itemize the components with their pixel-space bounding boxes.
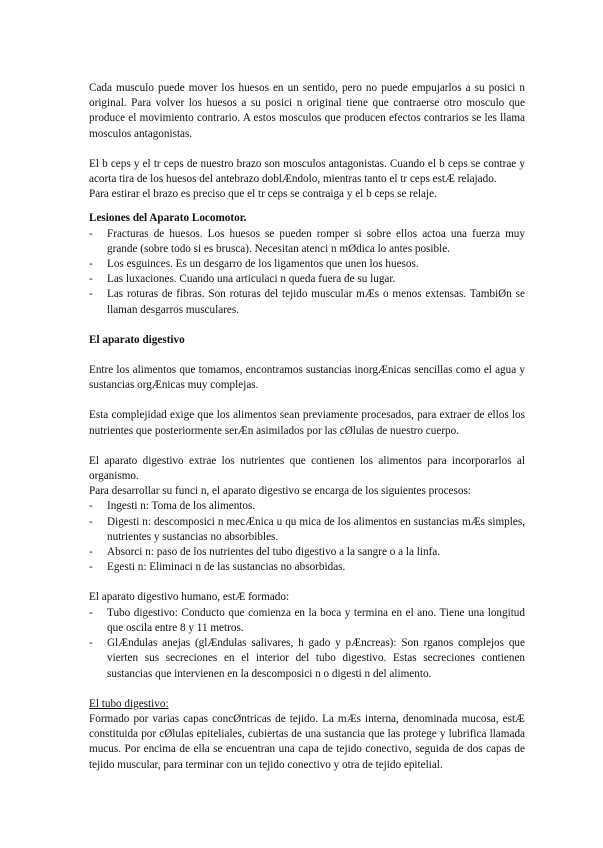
list-item: - Digesti n: descomposici n mecÆnica u qu mica de los alimentos en sustancias mÆs simples, nutrientes y sustancias no absorbibles. (89, 515, 525, 543)
paragraph-complejidad: Esta complejidad exige que los alimentos sean previamente procesados, para extraer de ellos los nutrientes que posteriormente serÆn asimilados por las cØlulas de nuestro cuerpo. (89, 409, 525, 437)
dash-marker: - (89, 546, 93, 559)
paragraph-extrae-nutrientes: El aparato digestivo extrae los nutrientes que contienen los alimentos para incorporarlos al organismo. (89, 454, 525, 483)
list-item: - Ingesti n: Toma de los alimentos. (89, 499, 525, 514)
list-item: - Los esguinces. Es un desgarro de los ligamentos que unen los huesos. (89, 257, 525, 272)
heading-aparato-digestivo: El aparato digestivo (89, 333, 185, 346)
paragraph-tubo-capas: Formado por varias capas concØntricas de tejido. La mÆs interna, denominada mucosa, estÆ constituida por cØlulas epiteliales, cubiertas de una sustancia que las protege y lubrifica llamada mucus. Por encima de ella se encuentran una capa de tejido conectivo, seguida de dos capas de tejido muscular, para terminar con un tejido conectivo y otra de tejido epitelial. (89, 712, 525, 771)
list-formado (89, 606, 525, 682)
list-item: - Las luxaciones. Cuando una articulaci n queda fuera de su lugar. (89, 272, 525, 287)
dash-marker: - (89, 500, 93, 513)
dash-marker: - (89, 637, 93, 650)
dash-marker: - (89, 258, 93, 271)
list-item: - Absorci n: paso de los nutrientes del tubo digestivo a la sangre o a la linfa. (89, 545, 525, 560)
paragraph-formado: El aparato digestivo humano, estÆ formado: (89, 591, 290, 604)
dash-marker: - (89, 606, 93, 619)
text-column (89, 81, 525, 773)
heading-tubo-digestivo: El tubo digestivo: (89, 697, 169, 710)
dash-marker: - (89, 273, 93, 286)
dash-marker: - (89, 227, 93, 240)
dash-marker: - (89, 561, 93, 574)
dash-marker: - (89, 515, 93, 528)
list-item: - Las roturas de fibras. Son roturas del tejido muscular mÆs o menos extensas. TambiØn se llaman desgarros musculares. (89, 288, 525, 316)
dash-marker: - (89, 288, 93, 301)
paragraph-procesos-intro: Para desarrollar su funci n, el aparato digestivo se encarga de los siguientes procesos: (89, 485, 471, 498)
list-procesos (89, 499, 525, 575)
list-item: - Fracturas de huesos. Los huesos se pueden romper si sobre ellos actoa una fuerza muy grande (sobre todo si es brusca). Necesitan atenci n mØdica lo antes posible. (89, 227, 525, 255)
list-item: - Tubo digestivo: Conducto que comienza en la boca y termina en el ano. Tiene una longitud que oscila entre 8 y 11 metros. (89, 606, 525, 634)
paragraph-alimentos: Entre los alimentos que tomamos, encontramos sustancias inorgÆnicas sencillas como el agua y sustancias orgÆnicas muy complejas. (89, 364, 525, 392)
list-item: - Egesti n: Eliminaci n de las sustancias no absorbidas. (89, 560, 525, 575)
list-lesiones (89, 227, 525, 318)
paragraph-biceps-triceps: El b ceps y el tr ceps de nuestro brazo son mosculos antagonistas. Cuando el b ceps se contrae y acorta tira de los huesos del antebrazo doblÆndolo, mientras tanto el tr ceps estÆ relajado. (89, 157, 525, 186)
list-item: - GlÆndulas anejas (glÆndulas salivares, h gado y pÆncreas): Son rganos complejos que vierten sus secreciones en el interior del tubo digestivo. Estas secreciones contienen sustancias que intervienen en la descomposici n o digesti n del alimento. (89, 637, 525, 680)
paragraph-estirar-brazo: Para estirar el brazo es preciso que el tr ceps se contraiga y el b ceps se relaje. (89, 188, 437, 201)
paragraph-musculos: Cada musculo puede mover los huesos en un sentido, pero no puede empujarlos a su posici n original. Para volver los huesos a su posici n original tiene que contraerse otro mosculo que produce el movimiento contrario. A estos mosculos que producen efectos contrarios se les llama mosculos antagonistas. (89, 82, 525, 140)
heading-lesiones: Lesiones del Aparato Locomotor. (89, 212, 247, 225)
